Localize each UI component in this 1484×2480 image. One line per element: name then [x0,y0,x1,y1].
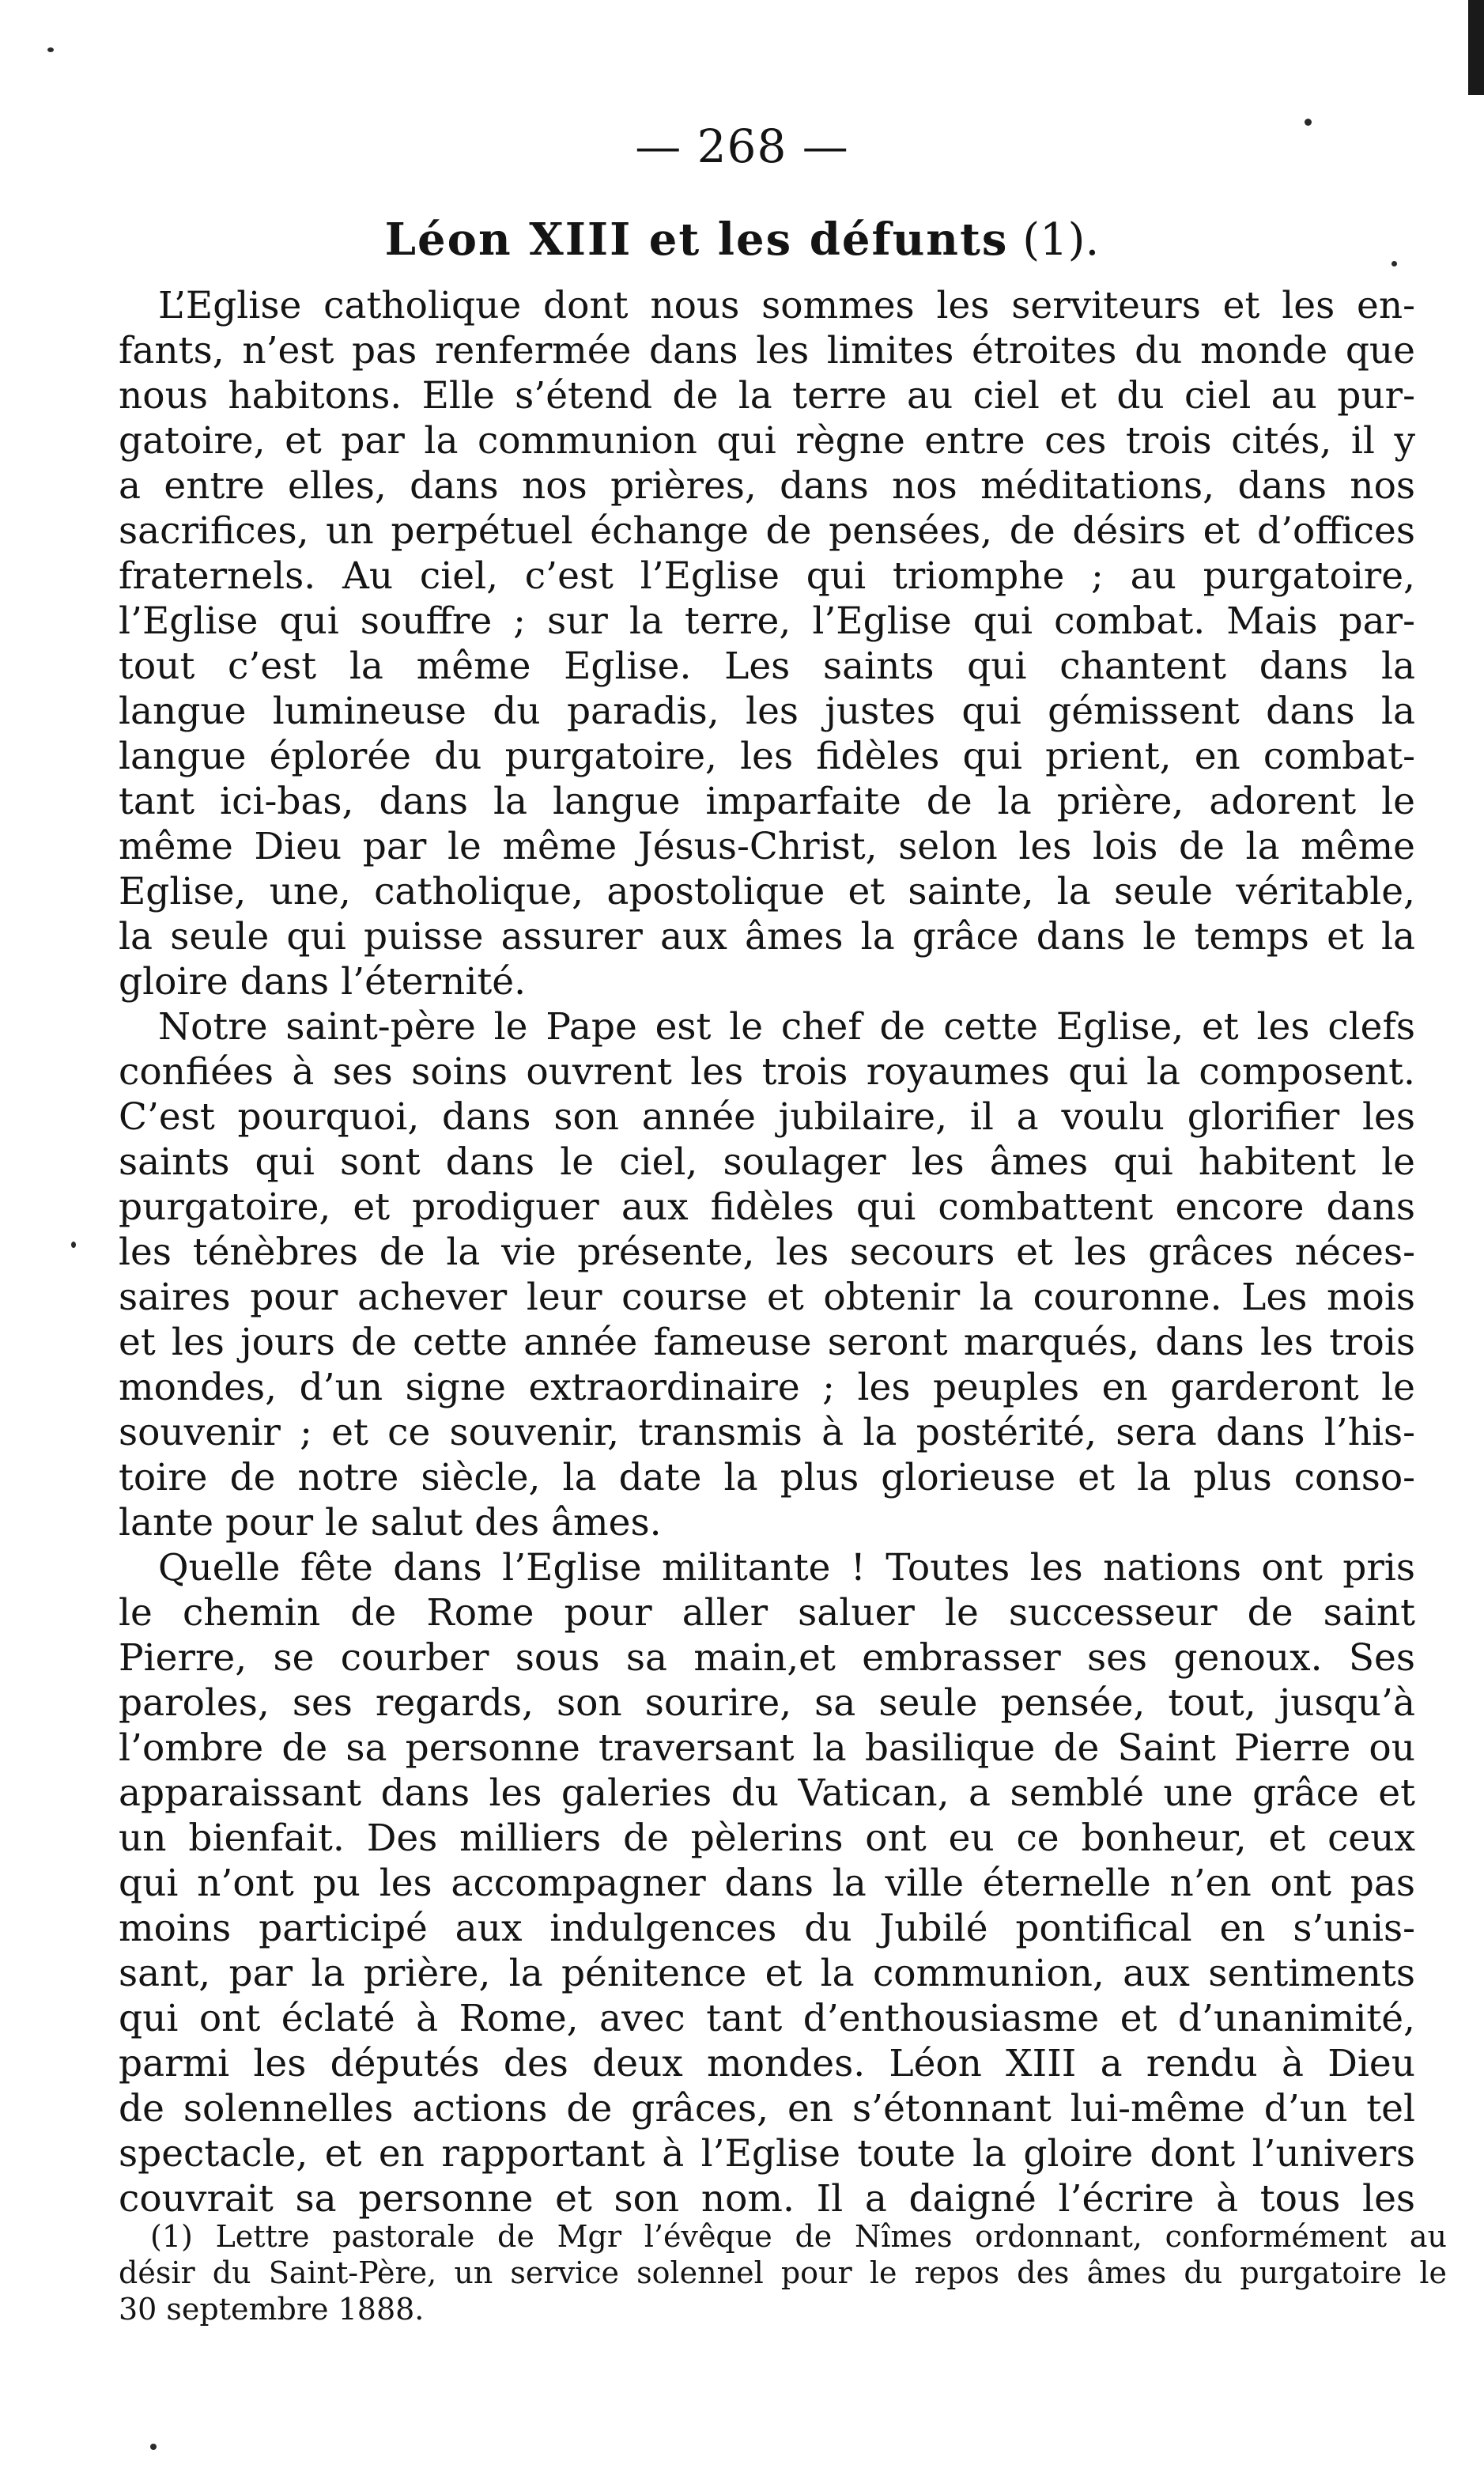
text-line: nous habitons. Elle s’étend de la terre au ciel et du ciel au pur- [119,374,1415,418]
text-line: gloire dans l’éternité. [119,960,527,1004]
text-line: qui ont éclaté à Rome, avec tant d’enthousiasme et d’unanimité, [119,1997,1415,2040]
chapter-title-text: Léon XIII et les défunts [384,214,1009,266]
text-line: la seule qui puisse assurer aux âmes la grâce dans le temps et la [119,915,1415,958]
text-line: C’est pourquoi, dans son année jubilaire, il a voulu glorifier les [119,1095,1415,1139]
text-line: langue éplorée du purgatoire, les fidèles qui prient, en combat- [119,735,1415,778]
text-line: fraternels. Au ciel, c’est l’Eglise qui triomphe ; au purgatoire, [119,554,1415,598]
text-line: a entre elles, dans nos prières, dans nos méditations, dans nos [119,464,1415,508]
text-line: même Dieu par le même Jésus-Christ, selon les lois de la même [119,825,1415,868]
text-line: lante pour le salut des âmes. [119,1501,662,1544]
text-line: et les jours de cette année fameuse seront marqués, dans les trois [119,1321,1415,1364]
scan-edge-shadow [1468,0,1484,95]
footnote-line: (1) Lettre pastorale de Mgr l’évêque de Nîmes ordonnant, conformément au [150,2219,1447,2254]
text-line: un bienfait. Des milliers de pèlerins ont eu ce bonheur, et ceux [119,1817,1415,1860]
scan-speck [71,1242,76,1248]
text-line: sacrifices, un perpétuel échange de pensées, de désirs et d’offices [119,509,1415,553]
text-line: qui n’ont pu les accompagner dans la ville éternelle n’en ont pas [119,1862,1415,1905]
text-line: Eglise, une, catholique, apostolique et sainte, la seule véritable, [119,870,1415,913]
footnote-marker: (1). [1008,214,1100,266]
text-line: apparaissant dans les galeries du Vatican, a semblé une grâce et [119,1771,1415,1815]
page-number: — 268 — [635,119,849,173]
chapter-title [119,212,1365,268]
text-line: Pierre, se courber sous sa main,et embrasser ses genoux. Ses [119,1636,1415,1680]
text-line: confiées à ses soins ouvrent les trois royaumes qui la composent. [119,1050,1415,1094]
text-line: toire de notre siècle, la date la plus glorieuse et la plus conso- [119,1456,1415,1499]
footnote [119,2218,1447,2327]
text-line: le chemin de Rome pour aller saluer le successeur de saint [119,1591,1415,1635]
footnote-line: 30 septembre 1888. [119,2292,425,2327]
text-line: les ténèbres de la vie présente, les secours et les grâces néces- [119,1231,1415,1274]
text-line: purgatoire, et prodiguer aux fidèles qui combattent encore dans [119,1185,1415,1229]
text-line: Quelle fête dans l’Eglise militante ! Toutes les nations ont pris [158,1546,1415,1590]
text-line: fants, n’est pas renfermée dans les limites étroites du monde que [119,329,1415,372]
text-line: tant ici-bas, dans la langue imparfaite de la prière, adorent le [119,780,1415,823]
text-line: de solennelles actions de grâces, en s’étonnant lui-même d’un tel [119,2087,1415,2130]
text-line: moins participé aux indulgences du Jubilé pontifical en s’unis- [119,1907,1415,1950]
scan-speck [150,2444,157,2450]
scan-speck [1391,261,1397,267]
text-line: mondes, d’un signe extraordinaire ; les peuples en garderont le [119,1366,1415,1409]
text-line: paroles, ses regards, son sourire, sa seule pensée, tout, jusqu’à [119,1681,1415,1725]
text-line: l’Eglise qui souffre ; sur la terre, l’Eglise qui combat. Mais par- [119,599,1415,643]
text-line: L’Eglise catholique dont nous sommes les serviteurs et les en- [158,284,1415,327]
text-line: spectacle, et en rapportant à l’Eglise toute la gloire dont l’univers [119,2132,1415,2176]
text-line: parmi les députés des deux mondes. Léon XIII a rendu à Dieu [119,2042,1415,2085]
text-line: Notre saint-père le Pape est le chef de cette Eglise, et les clefs [158,1005,1415,1049]
text-line: langue lumineuse du paradis, les justes qui gémissent dans la [119,690,1415,733]
text-line: gatoire, et par la communion qui règne entre ces trois cités, il y [119,419,1415,463]
footnote-line: désir du Saint-Père, un service solennel pour le repos des âmes du purgatoire le [119,2255,1447,2290]
text-line: saints qui sont dans le ciel, soulager les âmes qui habitent le [119,1140,1415,1184]
body-text [119,283,1415,2221]
scan-speck [47,47,54,52]
text-line: sant, par la prière, la pénitence et la communion, aux sentiments [119,1952,1415,1995]
text-line: l’ombre de sa personne traversant la basilique de Saint Pierre ou [119,1726,1415,1770]
text-line: tout c’est la même Eglise. Les saints qui chantent dans la [119,645,1415,688]
text-line: souvenir ; et ce souvenir, transmis à la postérité, sera dans l’his- [119,1411,1415,1454]
text-line: saires pour achever leur course et obtenir la couronne. Les mois [119,1276,1415,1319]
text-line: couvrait sa personne et son nom. Il a daigné l’écrire à tous les [119,2177,1415,2221]
